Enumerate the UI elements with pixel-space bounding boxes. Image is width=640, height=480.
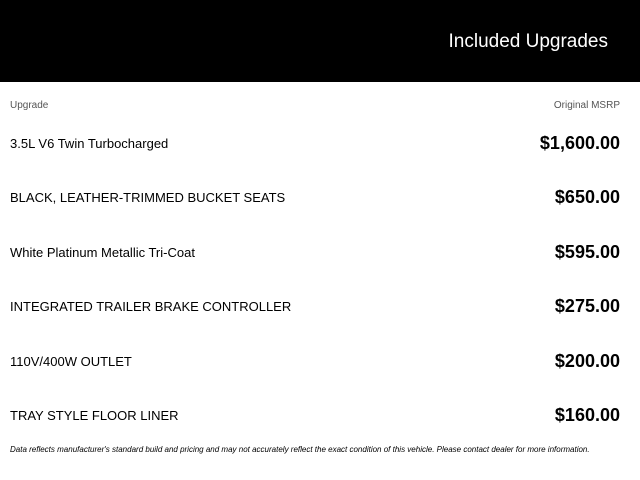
upgrade-price: $650.00	[554, 187, 620, 207]
upgrade-row	[0, 186, 640, 210]
upgrade-price: $1,600.00	[539, 133, 620, 153]
upgrade-price: $160.00	[554, 405, 620, 425]
upgrade-price: $595.00	[554, 242, 620, 262]
upgrade-price: $200.00	[554, 351, 620, 371]
upgrade-row	[0, 132, 640, 156]
upgrade-row	[0, 404, 640, 428]
upgrade-price: $275.00	[554, 296, 620, 316]
upgrade-name: BLACK, LEATHER-TRIMMED BUCKET SEATS	[10, 190, 286, 205]
disclaimer-text: Data reflects manufacturer's standard build and pricing and may not accurately reflect the exact condition of this vehicle. Please contact dealer for more information.	[10, 445, 590, 454]
upgrade-name: TRAY STYLE FLOOR LINER	[10, 408, 179, 423]
page-title: Included Upgrades	[448, 31, 608, 52]
upgrade-row	[0, 241, 640, 265]
upgrade-name: 3.5L V6 Twin Turbocharged	[10, 136, 169, 151]
msrp-column-header: Original MSRP	[553, 100, 620, 111]
upgrade-name: White Platinum Metallic Tri-Coat	[10, 245, 195, 260]
header-bar	[0, 0, 640, 82]
upgrade-name: INTEGRATED TRAILER BRAKE CONTROLLER	[10, 299, 292, 314]
upgrade-row	[0, 350, 640, 374]
upgrade-row	[0, 295, 640, 319]
upgrade-column-header: Upgrade	[10, 100, 49, 111]
upgrade-name: 110V/400W OUTLET	[10, 354, 132, 369]
